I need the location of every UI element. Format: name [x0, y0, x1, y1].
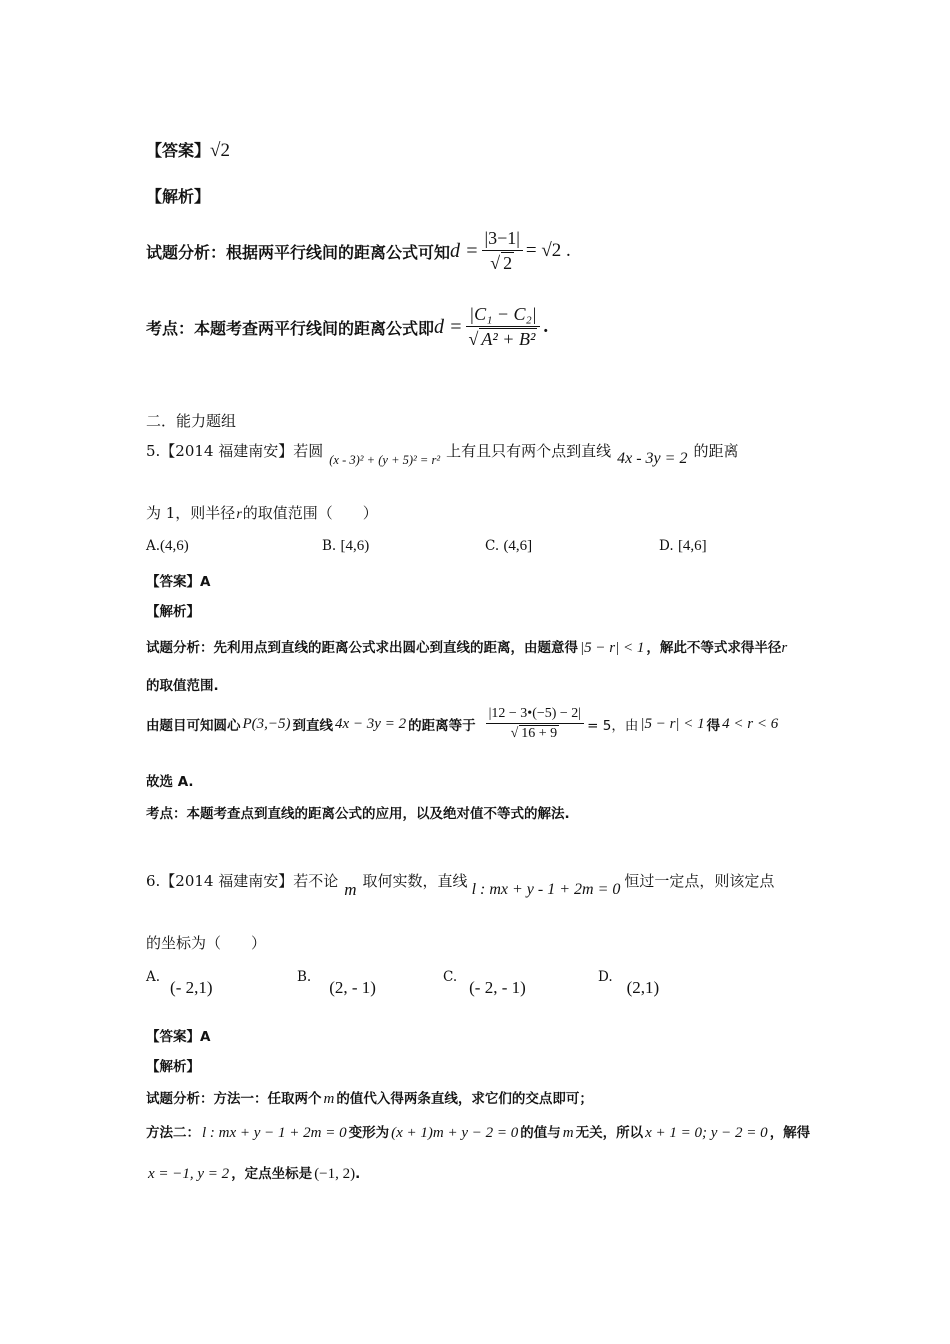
q6-answer-label: 【答案】: [146, 1029, 200, 1045]
q6-option-c[interactable]: [443, 966, 526, 997]
q5-analysis2-result: = 5，由: [587, 718, 639, 734]
q5-option-c-label: C.: [485, 538, 500, 554]
q5-analysis2-line: 4x − 3y = 2: [335, 715, 407, 732]
q5-option-d-value: [4,6]: [677, 538, 707, 554]
q6-method1: [146, 1087, 593, 1108]
q6-method2-line2-eq: x = −1, y = 2: [148, 1166, 230, 1182]
q5-analysis2-range: 4 < r < 6: [722, 715, 779, 732]
q5-analysis2: [146, 706, 778, 742]
q6-stem-line1: [146, 870, 775, 899]
q5-stem-part1: 5.【2014 福建南安】若圆: [146, 442, 324, 460]
q4-fraction: $\frac{|3-1|}{√ 2}$: [482, 228, 523, 274]
q5-choose: 故选 A.: [146, 774, 194, 790]
q6-method2-eq1: l : mx + y − 1 + 2m = 0: [202, 1125, 347, 1141]
q5-analysis2-expr: |5 − r| < 1: [640, 715, 705, 732]
q4-numerator: |3−1|: [482, 228, 523, 251]
q6-method2-line2-mid: ，定点坐标是: [231, 1166, 313, 1182]
q4-answer-value: √2: [210, 140, 230, 161]
q5-analysis1-var: r: [781, 640, 788, 656]
q6-option-a[interactable]: [146, 966, 213, 997]
q6-option-b-value: (2, - 1): [329, 978, 376, 997]
q5-option-d[interactable]: [659, 538, 707, 555]
q6-method2-prefix: 方法二：: [146, 1125, 200, 1141]
q6-method2-line2-point: (−1, 2): [314, 1166, 356, 1182]
q5-stem-line1: [146, 440, 739, 467]
q5-analysis1-expr: |5 − r| < 1: [580, 640, 645, 656]
q4-kaodian-fraction: $\frac{\text{|C₁ − C₂|}}{\text{√ A² + B²}}$: [466, 304, 541, 350]
q6-method1-var: m: [323, 1091, 335, 1107]
q6-stem-var: m: [344, 880, 357, 899]
q4-answer-label: 【答案】: [146, 141, 211, 160]
q5-stem-var: r: [236, 507, 242, 522]
q5-option-b-value: [4,6): [340, 538, 370, 554]
q6-option-c-value: (- 2, - 1): [469, 978, 526, 997]
q6-option-a-label: A.: [146, 969, 161, 985]
q5-analysis2-prefix: 由题目可知圆心: [146, 718, 241, 734]
q5-analysis1-prefix: 试题分析：先利用点到直线的距离公式求出圆心到直线的距离，由题意得: [146, 640, 578, 656]
q4-kaodian-line: 考点：本题考查两平行线间的距离公式即d = $\frac{\text{|C₁ − C₂|}}{\text{√ A² + B²}}$ .: [146, 304, 549, 349]
q6-method2: [146, 1121, 810, 1142]
q5-analysis1-suffix: ，解此不等式求得半径: [646, 640, 782, 656]
q6-method2-line2: [148, 1162, 360, 1183]
q5-stem-line2-end: 的取值范围（ ）: [242, 504, 378, 522]
q5-analysis2-denominator: 16 + 9: [521, 726, 558, 741]
q6-method2-end: ，解得: [769, 1125, 811, 1141]
q6-method2-var: m: [562, 1125, 574, 1141]
q6-method2-mid: 变形为: [348, 1125, 390, 1141]
q6-method2-eq2: (x + 1)m + y − 2 = 0: [391, 1125, 519, 1141]
q5-option-c-value: (4,6]: [503, 538, 533, 554]
q5-stem-part2: 上有且只有两个点到直线: [446, 442, 612, 460]
q5-answer-line: [146, 570, 210, 590]
q6-option-b-label: B.: [297, 969, 312, 985]
q6-line-eq: l : mx + y - 1 + 2m = 0: [471, 881, 621, 898]
q5-answer-value: A: [200, 574, 211, 590]
q6-method2-line2-end: .: [355, 1166, 361, 1182]
q4-kaodian-end: .: [543, 316, 549, 337]
q4-denominator: 2: [503, 253, 513, 273]
q6-method2-mid2: 的值与: [520, 1125, 561, 1141]
q6-method2-mid3: 无关，所以: [575, 1125, 644, 1141]
q5-option-a-value: (4,6): [160, 538, 189, 554]
q6-option-b[interactable]: [297, 966, 376, 997]
q6-method1-suffix: 的值代入得两条直线，求它们的交点即可；: [336, 1091, 593, 1107]
q5-option-c[interactable]: [485, 538, 532, 555]
q4-kaodian-numerator: |C₁ − C₂|: [466, 304, 541, 327]
q5-option-b[interactable]: [322, 538, 369, 555]
q6-method1-prefix: 试题分析：方法一：任取两个: [146, 1091, 322, 1107]
q5-analysis2-fraction: $\frac{|12 - 3•(-5) - 2|}{√ 16 + 9}$: [486, 706, 585, 742]
q5-option-a[interactable]: [146, 538, 189, 555]
q4-answer-line: [146, 138, 230, 162]
q4-kaodian-prefix: 考点：本题考查两平行线间的距离公式即: [146, 318, 435, 338]
q4-analysis-line: 试题分析：根据两平行线间的距离公式可知d = $\frac{|3-1|}{√ 2}$ = √2 .: [146, 228, 571, 273]
section-title: 二．能力题组: [146, 412, 237, 430]
q6-option-d[interactable]: [598, 966, 660, 997]
q4-analysis-prefix: 试题分析：根据两平行线间的距离公式可知: [146, 242, 451, 262]
q4-result: = √2 .: [525, 240, 571, 261]
q5-analysis1: [146, 636, 787, 657]
q6-method2-eq3: x + 1 = 0; y − 2 = 0: [645, 1125, 768, 1141]
q6-option-a-value: (- 2,1): [170, 978, 213, 997]
q6-option-d-label: D.: [598, 969, 613, 985]
q6-answer-line: [146, 1025, 210, 1045]
q5-circle-eq: (x - 3)² + (y + 5)² = r²: [329, 453, 441, 467]
q4-analysis-label: 【解析】: [146, 187, 211, 206]
q5-analysis1-line2: 的取值范围.: [146, 678, 219, 694]
q6-analysis-label: 【解析】: [146, 1059, 200, 1075]
q5-analysis2-point: P(3,−5): [242, 715, 291, 732]
q5-option-d-label: D.: [659, 538, 674, 554]
q5-stem-line2: [146, 502, 378, 523]
q6-stem-part2: 取何实数，直线: [362, 872, 468, 890]
q5-stem-line2-text: 为 1，则半径: [146, 504, 236, 522]
q6-option-c-label: C.: [443, 969, 458, 985]
q6-stem-part3: 恒过一定点，则该定点: [624, 872, 775, 890]
q6-answer-value: A: [200, 1029, 211, 1045]
q5-analysis2-numerator: |12 − 3•(−5) − 2|: [486, 706, 585, 724]
q4-kaodian-denominator: A² + B²: [481, 329, 536, 349]
q6-stem-part1: 6.【2014 福建南安】若不论: [146, 872, 339, 890]
q5-answer-label: 【答案】: [146, 574, 200, 590]
q6-option-d-value: (2,1): [626, 978, 660, 997]
q6-stem-line2: 的坐标为（ ）: [146, 934, 267, 952]
q5-analysis2-de: 得: [706, 718, 721, 734]
q5-kaodian: 考点：本题考查点到直线的距离公式的应用，以及绝对值不等式的解法.: [146, 806, 570, 822]
q5-option-a-label: A.: [146, 538, 161, 554]
q5-option-b-label: B.: [322, 538, 337, 554]
q5-analysis-label: 【解析】: [146, 604, 200, 620]
q5-analysis2-mid2: 的距离等于: [408, 718, 476, 734]
q5-analysis2-mid: 到直线: [292, 718, 334, 734]
q5-line-eq: 4x - 3y = 2: [617, 450, 688, 467]
q5-stem-part3: 的距离: [693, 442, 739, 460]
